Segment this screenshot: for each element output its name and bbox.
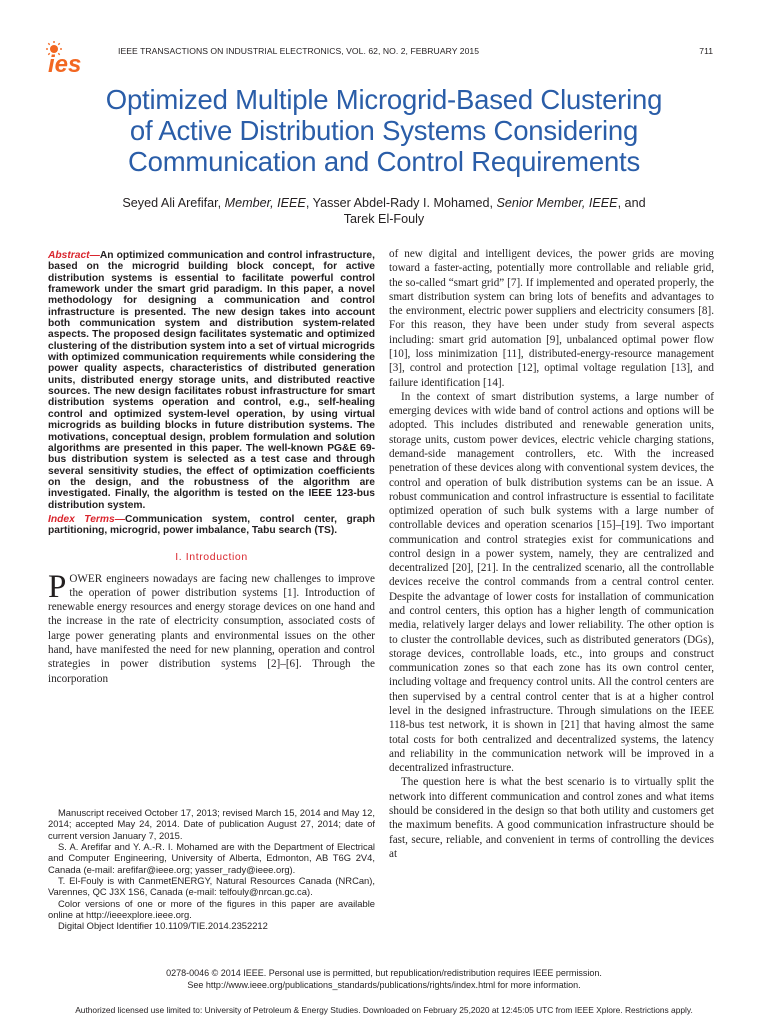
author-list	[40, 195, 728, 227]
intro-text: OWER engineers nowadays are facing new challenges to improve the operation of power distribution systems [1]. Introduction of renewable energy resources and energy storage devices on one hand and the increase in the rate of electricity consumption, associated costs of large power generating plants and environmental issues on the other hand, have manifested the need for new planning, operation and control strategies in power distribution systems [2]–[6]. Through the incorporation	[48, 572, 375, 685]
abstract-text: An optimized communication and control infrastructure, based on the microgrid building block concept, for active distribution systems is essential to facilitate powerful control framework under the smart grid paradigm. In this paper, a novel methodology for designing a communication and control infrastructure is presented. The new design takes into account both communication system and distribution system-related aspects. The proposed design facilitates systematic and optimized clustering of the distribution system into a set of virtual microgrids with optimized communication requirements while considering the power quality aspects, characteristics of distributed generation units, distributed energy storage units, and distributed reactive sources. The new design facilitates robust infrastructure for smart distribution systems operation and control, e.g., self-healing control and optimized system-level operation, by using virtual microgrids as building blocks in future distribution systems. The motivations, conceptual design, problem formulation and solution algorithms are presented in this paper. The well-known PG&E 69-bus distribution system is selected as a test case and through several sensitivity studies, the effect of optimization coefficients on the design, and the robustness of the algorithm are investigated. Finally, the algorithm is tested on the IEEE 123-bus distribution system.	[48, 250, 375, 511]
title-line: Communication and Control Requirements	[127, 146, 641, 177]
footnote: Manuscript received October 17, 2013; revised March 15, 2014 and May 12, 2014; accepted May 24, 2014. Date of publication August 27, 2014; date of current version January 7, 2015.	[48, 807, 375, 841]
body-paragraph: The question here is what the best scenario is to virtually split the network into different communication and control zones and what items should be considered in the design so that both utility and customers get the maximum benefits. A good communication infrastructure should be fast, secure, reliable, and convenient in terms of controlling the devices at	[389, 776, 714, 860]
author-line	[40, 195, 728, 211]
title-line: Optimized Multiple Microgrid-Based Clustering	[105, 84, 663, 115]
footnote: Color versions of one or more of the figures in this paper are available online at http://ieeexplore.ieee.org.	[48, 897, 375, 921]
ies-logo	[42, 40, 106, 74]
page-number: 711	[699, 46, 713, 56]
index-terms-text: Communication system, control center, graph partitioning, microgrid, power imbalance, Tabu search (TS).	[48, 513, 375, 537]
footnote: S. A. Arefifar and Y. A.-R. I. Mohamed are with the Department of Electrical and Computer Engineering, University of Alberta, Edmonton, AB T6G 2V4, Canada (e-mail: arefifar@ieee.org; yasser_rady@ieee.org).	[48, 841, 375, 875]
drop-cap: P	[48, 568, 67, 605]
author-role: Member, IEEE	[224, 196, 306, 210]
abstract-label: Abstract—	[48, 250, 100, 261]
section-heading: I. Introduction	[175, 550, 248, 563]
author-separator: , and	[617, 196, 646, 210]
index-terms-label: Index Terms—	[48, 513, 125, 525]
author-name: Tarek El-Fouly	[343, 212, 425, 226]
copyright-line: 0278-0046 © 2014 IEEE. Personal use is permitted, but republication/redistribution requires IEEE permission.	[166, 968, 602, 978]
intro-paragraph	[48, 568, 375, 686]
footnote-doi: Digital Object Identifier 10.1109/TIE.2014.2352212	[58, 920, 268, 932]
copyright-line: See http://www.ieee.org/publications_standards/publications/rights/index.html for more information.	[187, 979, 581, 990]
logo-text: ies	[48, 51, 82, 74]
footnote: T. El-Fouly is with CanmetENERGY, Natural Resources Canada (NRCan), Varennes, QC J3X 1S6, Canada (e-mail: telfouly@nrcan.gc.ca).	[48, 875, 375, 898]
author-name: Seyed Ali Arefifar,	[122, 196, 225, 210]
author-name: , Yasser Abdel-Rady I. Mohamed,	[305, 196, 497, 210]
body-paragraph: of new digital and intelligent devices, the power grids are moving toward a faster-acting, potentially more controllable and reliable grid, the so-called “smart grid” [7]. If implemented and operated properly, the smart distribution system can bring lots of benefits and advantages to the environment, electric power suppliers and electricity consumers [8]. For this reason, they have been under study from several aspects including: smart grid automation [9], unbalanced optimal power flow [10], loss minimization [11], distributed-energy-resource management [3], control and protection [12], optimal voltage regulation [13], and failure identification [14].	[389, 248, 714, 389]
footnotes	[48, 807, 375, 932]
body-paragraph: In the context of smart distribution systems, a large number of emerging devices with wide band of control actions and options will be adopted. This includes distributed and renewable generation units, storage units, custom power devices, electric vehicle charging stations, demand-side management controllers, etc. With the increased penetration of these devices along with conventional system devices, the control and operation of bulk distribution systems can be an issue. A robust communication and control infrastructure is essential to facilitate optimized operation of such bulk systems with a large number of controllable devices and operation scenarios [15]–[19]. Two important communication and control strategies exist for communications and control design in a power system, namely, they are centralized and decentralized [20], [21]. In the centralized scenario, all the controllable devices receive the control commands from a central control center. Despite the advantage of lower costs for installation of communication and control centers, this option has a higher length of communication media, relatively larger delays and lower reliability. The other option is to cluster the controllable devices, such as distributed generators (DGs), storage devices, controllable loads, etc., into groups and construct communication zones so that each zone has its own control center, including voltage and frequency control units. All the control centers are then supervised by a central control center that is at a higher control level in the designed infrastructure. Through simulations on the IEEE 118-bus test network, it is shown in [21] that having almost the same total costs for both centralized and decentralized systems, the latency and reliability in the communication network will be improved in a decentralized infrastructure.	[389, 390, 714, 775]
journal-header: IEEE TRANSACTIONS ON INDUSTRIAL ELECTRONICS, VOL. 62, NO. 2, FEBRUARY 2015	[118, 46, 480, 56]
copyright-notice	[40, 968, 728, 991]
author-role: Senior Member, IEEE	[496, 196, 618, 210]
paper-title	[30, 84, 738, 177]
license-notice: Authorized licensed use limited to: University of Petroleum & Energy Studies. Downloaded on February 25,2020 at 12:45:05 UTC from IEEE Xplore. Restrictions apply.	[75, 1005, 693, 1015]
title-line: of Active Distribution Systems Considering	[129, 115, 639, 146]
abstract	[48, 250, 375, 511]
index-terms	[48, 514, 375, 537]
